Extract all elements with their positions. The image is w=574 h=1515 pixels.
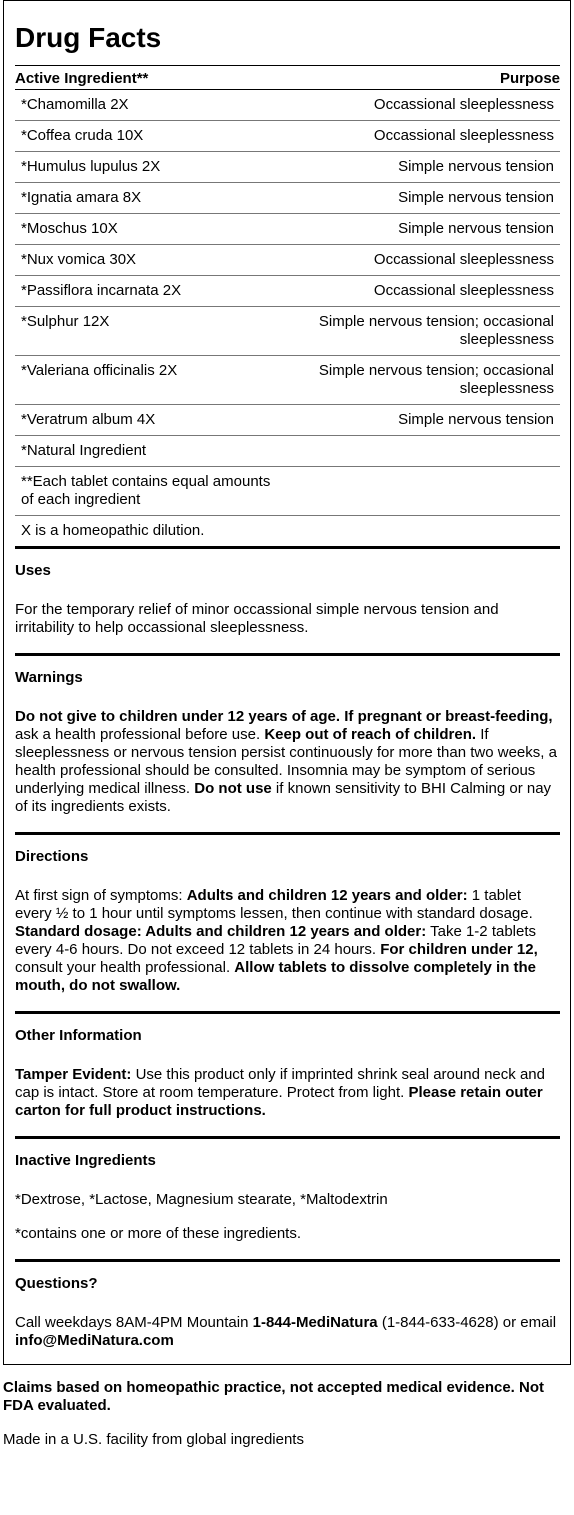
table-row bbox=[15, 276, 560, 307]
uses-text: For the temporary relief of minor occassional simple nervous tension and irritability to help occassional sleeplessness. bbox=[15, 601, 499, 636]
ingredients-header bbox=[15, 66, 560, 89]
ingredient-name: *Passiflora incarnata 2X bbox=[15, 276, 288, 307]
inactive-ingredients-note: *contains one or more of these ingredients. bbox=[15, 1225, 302, 1242]
directions-section bbox=[15, 832, 560, 995]
ingredient-purpose bbox=[288, 467, 561, 516]
active-ingredient-heading: Active Ingredient** bbox=[15, 70, 149, 87]
table-row bbox=[15, 436, 560, 467]
other-information-text: Tamper Evident: Use this product only if imprinted shrink seal around neck and cap is intact. Store at room temperature. Protect from light. Please retain outer carton for full product instructions. bbox=[15, 1066, 545, 1119]
ingredient-purpose: Simple nervous tension; occasional sleeplessness bbox=[288, 356, 561, 405]
inactive-ingredients-body bbox=[15, 1191, 560, 1243]
table-row bbox=[15, 307, 560, 356]
questions-text: Call weekdays 8AM-4PM Mountain 1-844-MediNatura (1-844-633-4628) or email info@MediNatura.com bbox=[15, 1314, 557, 1349]
ingredient-name: *Coffea cruda 10X bbox=[15, 121, 288, 152]
phone-number: 1-844-MediNatura bbox=[252, 1314, 378, 1331]
questions-section bbox=[15, 1259, 560, 1350]
email-address: info@MediNatura.com bbox=[15, 1332, 174, 1349]
page-title: Drug Facts bbox=[15, 5, 560, 66]
directions-text: At first sign of symptoms: Adults and children 12 years and older: 1 tablet every ½ to 1 hour until symptoms lessen, then continue with standard dosage. Standard dosage: Adults and children 12 years and older: Take 1-2 tablets every 4-6 hours. Do not exceed 12 tablets in 24 hours. For children under 12, consult your health professional. Allow tablets to dissolve completely in the mouth, do not swallow. bbox=[15, 887, 538, 994]
table-row bbox=[15, 245, 560, 276]
table-row bbox=[15, 214, 560, 245]
inactive-ingredients-section bbox=[15, 1136, 560, 1243]
other-information-section bbox=[15, 1011, 560, 1120]
table-row bbox=[15, 516, 560, 547]
table-row bbox=[15, 183, 560, 214]
inactive-ingredients-list: *Dextrose, *Lactose, Magnesium stearate, *Maltodextrin bbox=[15, 1191, 388, 1208]
ingredient-name: X is a homeopathic dilution. bbox=[15, 516, 288, 547]
other-information-heading: Other Information bbox=[15, 1027, 142, 1044]
table-row bbox=[15, 405, 560, 436]
table-row bbox=[15, 152, 560, 183]
warnings-section bbox=[15, 653, 560, 816]
table-row bbox=[15, 90, 560, 121]
claims-statement: Claims based on homeopathic practice, not accepted medical evidence. Not FDA evaluated. bbox=[3, 1379, 544, 1414]
ingredients-table bbox=[15, 89, 560, 546]
ingredient-purpose bbox=[288, 516, 561, 547]
ingredient-name: *Humulus lupulus 2X bbox=[15, 152, 288, 183]
ingredient-name: *Veratrum album 4X bbox=[15, 405, 288, 436]
warnings-heading: Warnings bbox=[15, 669, 83, 686]
ingredient-name: *Chamomilla 2X bbox=[15, 90, 288, 121]
ingredient-purpose: Simple nervous tension bbox=[288, 183, 561, 214]
uses-section bbox=[15, 546, 560, 637]
table-row bbox=[15, 356, 560, 405]
ingredient-purpose: Occassional sleeplessness bbox=[288, 90, 561, 121]
ingredient-name: **Each tablet contains equal amounts of each ingredient bbox=[15, 467, 288, 516]
ingredient-purpose bbox=[288, 436, 561, 467]
ingredient-name: *Valeriana officinalis 2X bbox=[15, 356, 288, 405]
warnings-text: Do not give to children under 12 years of age. If pregnant or breast-feeding, ask a health professional before use. Keep out of reach of children. If sleeplessness or nervous tension persist continuously for more than two weeks, a health professional should be consulted. Insomnia may be symptom of serious underlying medical illness. Do not use if known sensitivity to BHI Calming or nay of its ingredients exists. bbox=[15, 708, 557, 815]
ingredient-name: *Nux vomica 30X bbox=[15, 245, 288, 276]
ingredient-name: *Natural Ingredient bbox=[15, 436, 288, 467]
ingredient-purpose: Occassional sleeplessness bbox=[288, 245, 561, 276]
ingredient-purpose: Simple nervous tension bbox=[288, 214, 561, 245]
ingredient-name: *Ignatia amara 8X bbox=[15, 183, 288, 214]
directions-heading: Directions bbox=[15, 848, 89, 865]
ingredient-purpose: Simple nervous tension bbox=[288, 405, 561, 436]
inactive-ingredients-heading: Inactive Ingredients bbox=[15, 1152, 156, 1169]
table-row bbox=[15, 467, 560, 516]
ingredient-name: *Sulphur 12X bbox=[15, 307, 288, 356]
uses-heading: Uses bbox=[15, 562, 51, 579]
footer-notes bbox=[0, 1365, 574, 1449]
ingredient-purpose: Occassional sleeplessness bbox=[288, 121, 561, 152]
ingredient-purpose: Simple nervous tension bbox=[288, 152, 561, 183]
made-in-statement: Made in a U.S. facility from global ingredients bbox=[3, 1431, 304, 1448]
drug-facts-panel bbox=[3, 0, 571, 1365]
ingredient-name: *Moschus 10X bbox=[15, 214, 288, 245]
table-row bbox=[15, 121, 560, 152]
ingredient-purpose: Simple nervous tension; occasional sleeplessness bbox=[288, 307, 561, 356]
purpose-heading: Purpose bbox=[499, 70, 560, 87]
questions-heading: Questions? bbox=[15, 1275, 98, 1292]
ingredient-purpose: Occassional sleeplessness bbox=[288, 276, 561, 307]
